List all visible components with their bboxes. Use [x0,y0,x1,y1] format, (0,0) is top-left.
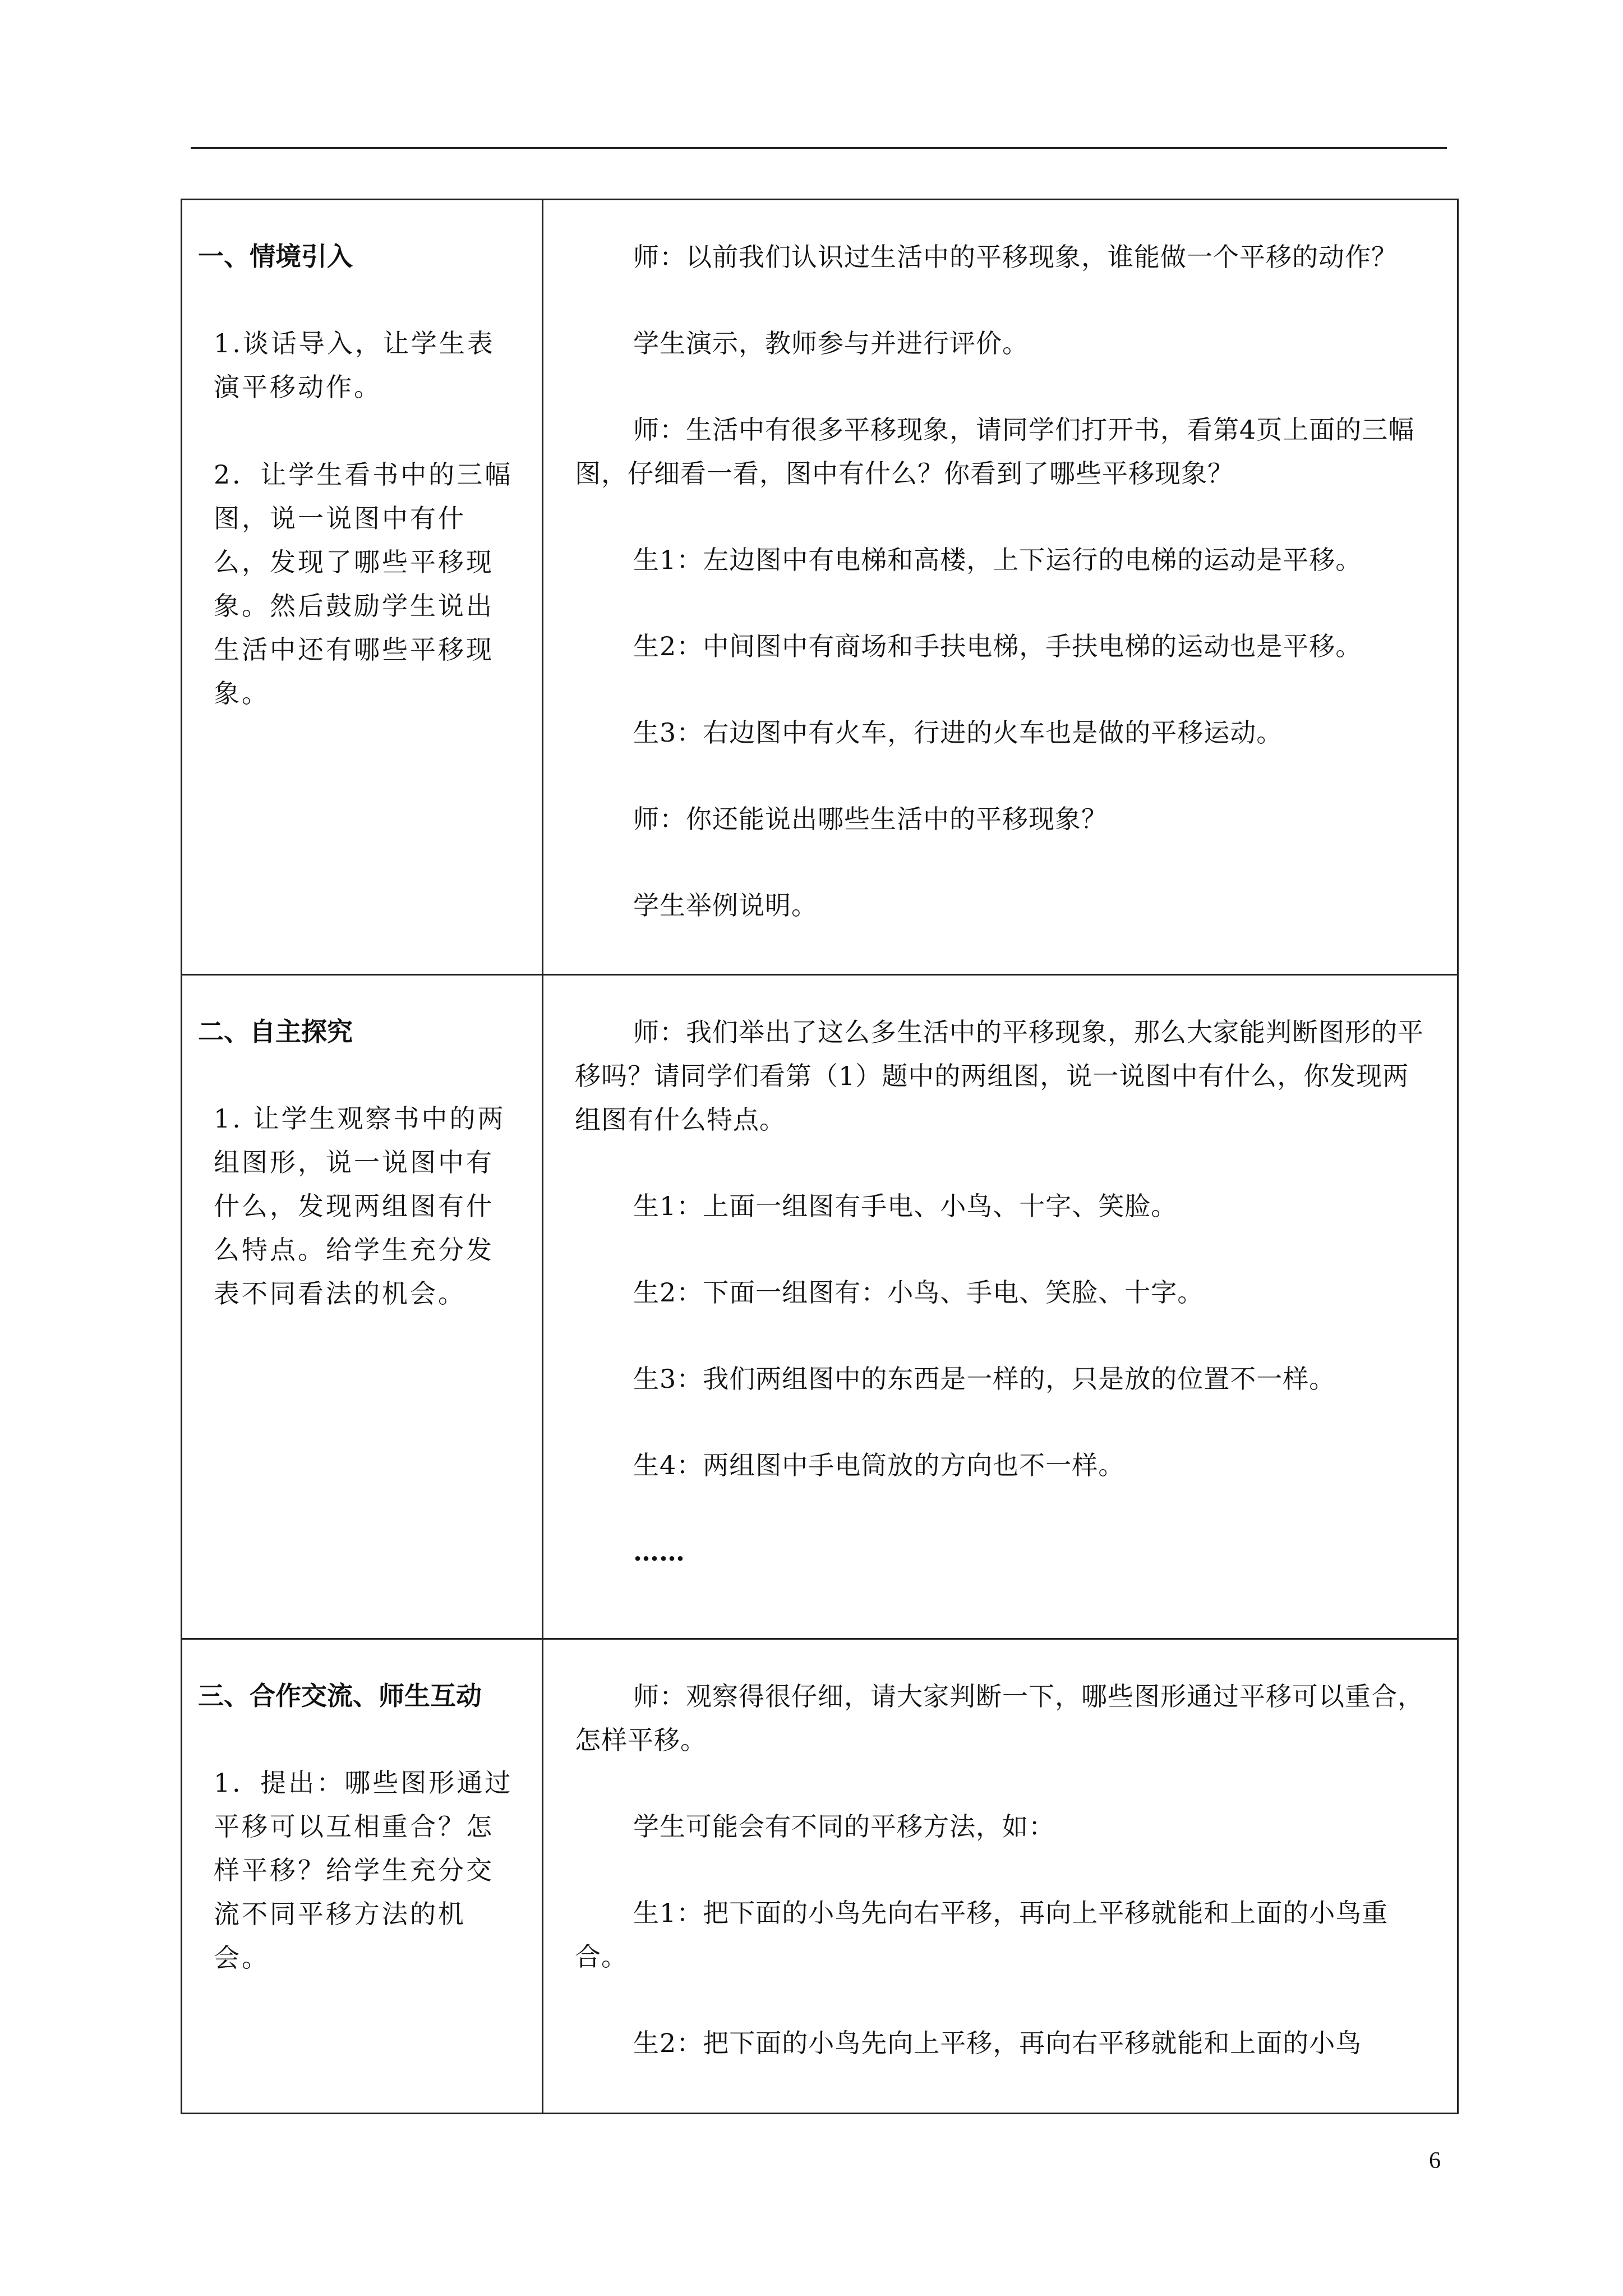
section-heading: 三、合作交流、师生互动 [198,1681,482,1711]
step-text: 1.谈话导入，让学生表演平移动作。 [214,328,495,402]
dialogue-line: 生1：上面一组图有手电、小鸟、十字、笑脸。 [633,1191,1178,1221]
activity-cell [182,200,543,975]
section-heading: 一、情境引入 [198,241,353,272]
dialogue-line: 学生可能会有不同的平移方法，如： [633,1811,1055,1842]
activity-cell [182,1639,543,2114]
page-number: 6 [1429,2148,1441,2174]
dialogue-line: 生2：中间图中有商场和手扶电梯，手扶电梯的运动也是平移。 [633,631,1362,661]
dialogue-line: 师：观察得很仔细，请大家判断一下，哪些图形通过平移可以重合，怎样平移。 [575,1681,1424,1755]
table-row [182,200,1458,975]
dialogue-line: 生2：下面一组图有：小鸟、手电、笑脸、十字。 [633,1277,1204,1308]
dialogue-line: 生4：两组图中手电筒放的方向也不一样。 [633,1450,1125,1480]
dialogue-cell [543,1639,1458,2114]
dialogue-cell [543,975,1458,1639]
dialogue-line: 生2：把下面的小鸟先向上平移，再向右平移就能和上面的小鸟 [633,2028,1362,2058]
ellipsis: …… [633,1536,685,1567]
step-text: 1. 让学生观察书中的两组图形，说一说图中有什么，发现两组图有什么特点。给学生充分发表不同看法的机会。 [214,1103,506,1309]
dialogue-line: 师：我们举出了这么多生活中的平移现象，那么大家能判断图形的平移吗？请同学们看第（1）题中的两组图，说一说图中有什么，你发现两组图有什么特点。 [575,1017,1424,1135]
dialogue-line: 学生举例说明。 [633,890,818,921]
section-heading: 二、自主探究 [198,1016,353,1047]
dialogue-line: 生3：右边图中有火车，行进的火车也是做的平移运动。 [633,717,1283,748]
dialogue-line: 师：你还能说出哪些生活中的平移现象？ [633,804,1108,834]
table-row [182,975,1458,1639]
dialogue-line: 师：以前我们认识过生活中的平移现象，谁能做一个平移的动作？ [633,242,1398,272]
dialogue-cell [543,200,1458,975]
step-text: 2．让学生看书中的三幅图，说一说图中有什么，发现了哪些平移现象。然后鼓励学生说出生活中还有哪些平移现象。 [214,459,513,708]
header-rule [191,147,1447,149]
dialogue-line: 生1：左边图中有电梯和高楼，上下运行的电梯的运动是平移。 [633,545,1362,575]
dialogue-line: 师：生活中有很多平移现象，请同学们打开书，看第4页上面的三幅图，仔细看一看，图中有什么？你看到了哪些平移现象？ [575,415,1415,489]
activity-cell [182,975,543,1639]
dialogue-line: 生1：把下面的小鸟先向右平移，再向上平移就能和上面的小鸟重合。 [575,1898,1389,1972]
table-row [182,1639,1458,2114]
dialogue-line: 生3：我们两组图中的东西是一样的，只是放的位置不一样。 [633,1364,1336,1394]
dialogue-line: 学生演示，教师参与并进行评价。 [633,328,1029,358]
lesson-plan-table [181,199,1459,2114]
step-text: 1．提出：哪些图形通过平移可以互相重合？怎样平移？给学生充分交流不同平移方法的机会。 [214,1768,513,1973]
